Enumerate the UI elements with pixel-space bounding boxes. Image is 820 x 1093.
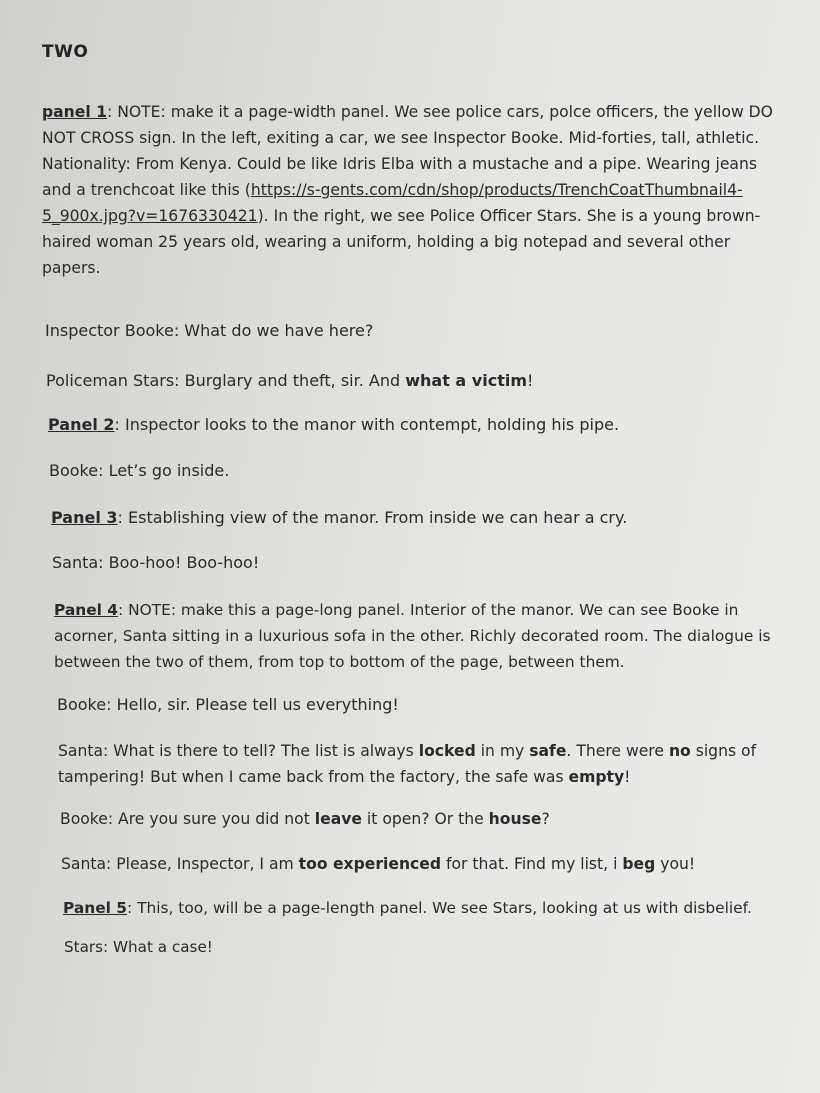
panel-3-description: Panel 3: Establishing view of the manor. From inside we can hear a cry. bbox=[51, 508, 628, 527]
page-heading: TWO bbox=[42, 42, 89, 62]
dialogue-booke-4: Booke: Are you sure you did not leave it open? Or the house? bbox=[60, 810, 550, 828]
dialogue-stars-2: Stars: What a case! bbox=[64, 938, 213, 956]
dialogue-santa-1: Santa: Boo-hoo! Boo-hoo! bbox=[52, 553, 260, 572]
dialogue-booke-1: Inspector Booke: What do we have here? bbox=[45, 321, 374, 340]
panel-1-label: panel 1 bbox=[42, 103, 107, 121]
panel-4-description: Panel 4: NOTE: make this a page-long panel. Interior of the manor. We can see Booke in acorner, Santa sitting in a luxurious sofa in the other. Richly decorated room. The dialogue is between the two of them, from top to bottom of the page, between them. bbox=[54, 601, 771, 671]
panel-2-label: Panel 2 bbox=[48, 415, 115, 434]
panel-4-label: Panel 4 bbox=[54, 601, 118, 619]
trenchcoat-link-continued[interactable]: 5_900x.jpg?v=1676330421 bbox=[42, 207, 258, 225]
dialogue-santa-2: Santa: What is there to tell? The list is always locked in my safe. There were no signs of tampering! But when I came back from the factory, the safe was empty! bbox=[58, 742, 757, 786]
panel-1-description: panel 1: NOTE: make it a page-width panel. We see police cars, polce officers, the yellow DO NOT CROSS sign. In the left, exiting a car, we see Inspector Booke. Mid-forties, tall, athletic. Nationality: From Kenya. Could be like Idris Elba with a mustache and a pipe. Wearing jeans and a trenchcoat like this (https://s-gents.com/cdn/shop/products/TrenchCoatThumbnail4- 5_900x.jpg?v=1676330421). In the right, we see Police Officer Stars. She is a young brown- haired woman 25 years old, wearing a uniform, holding a big notepad and several other papers. bbox=[42, 103, 773, 277]
dialogue-booke-3: Booke: Hello, sir. Please tell us everything! bbox=[57, 695, 399, 714]
dialogue-santa-3: Santa: Please, Inspector, I am too experienced for that. Find my list, i beg you! bbox=[61, 855, 696, 873]
dialogue-booke-2: Booke: Let’s go inside. bbox=[49, 461, 230, 480]
panel-5-label: Panel 5 bbox=[63, 899, 127, 917]
panel-3-label: Panel 3 bbox=[51, 508, 118, 527]
trenchcoat-link[interactable]: https://s-gents.com/cdn/shop/products/TrenchCoatThumbnail4- bbox=[250, 181, 743, 199]
panel-5-description: Panel 5: This, too, will be a page-length panel. We see Stars, looking at us with disbelief. bbox=[63, 899, 752, 917]
dialogue-stars-1: Policeman Stars: Burglary and theft, sir. And what a victim! bbox=[46, 371, 534, 390]
panel-2-description: Panel 2: Inspector looks to the manor with contempt, holding his pipe. bbox=[48, 415, 620, 434]
